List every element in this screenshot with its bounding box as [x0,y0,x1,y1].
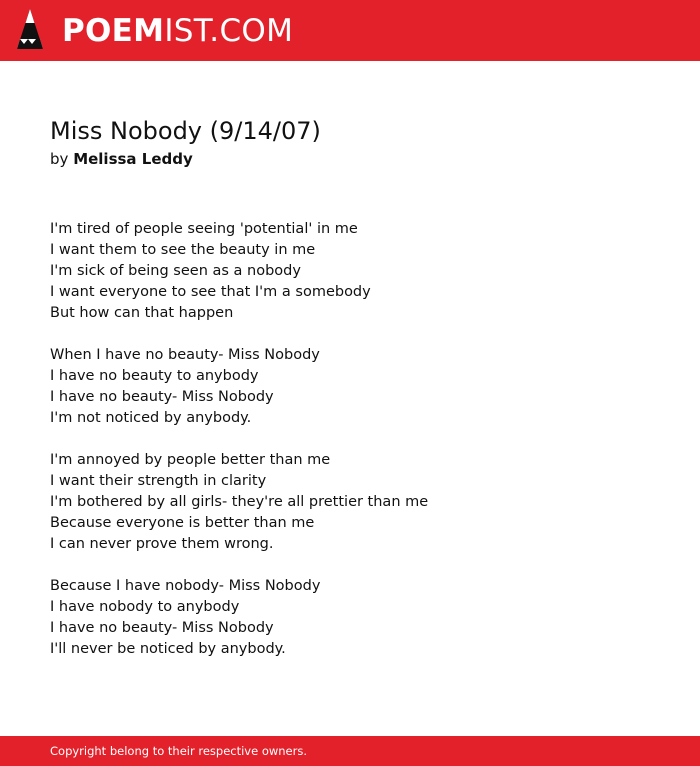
poem-line: I'm sick of being seen as a nobody [50,263,301,279]
stanza [50,345,650,429]
poem-line: I'm tired of people seeing 'potential' in me [50,221,358,237]
poem-line: I'm annoyed by people better than me [50,452,331,468]
site-footer [0,736,700,766]
poem-line: I have no beauty- Miss Nobody [50,389,274,405]
poem-line: I can never prove them wrong. [50,536,274,552]
poem-line: I have nobody to anybody [50,599,240,615]
stanza [50,450,650,555]
poem-line: When I have no beauty- Miss Nobody [50,347,320,363]
poem-line: I'll never be noticed by anybody. [50,641,286,657]
logo-light-text: IST.COM [164,13,294,49]
by-label: by [50,150,69,168]
poem-line: Because everyone is better than me [50,515,315,531]
site-header [0,0,700,61]
site-logo[interactable] [62,11,293,51]
pencil-icon[interactable] [16,9,44,51]
byline [50,149,193,169]
poem-line: I want their strength in clarity [50,473,267,489]
logo-bold-text: POEM [62,13,165,49]
poem-title: Miss Nobody (9/14/07) [50,117,321,145]
poem-line: Because I have nobody- Miss Nobody [50,578,321,594]
poem-line: But how can that happen [50,305,234,321]
author-name: Melissa Leddy [73,150,193,168]
poem-line: I'm not noticed by anybody. [50,410,252,426]
poem-line: I'm bothered by all girls- they're all prettier than me [50,494,429,510]
poem-line: I want them to see the beauty in me [50,242,316,258]
copyright-text: Copyright belong to their respective owners. [50,744,308,758]
poem-line: I have no beauty to anybody [50,368,259,384]
poem-body [50,219,650,681]
stanza [50,219,650,324]
stanza [50,576,650,660]
poem-line: I have no beauty- Miss Nobody [50,620,274,636]
poem-line: I want everyone to see that I'm a somebody [50,284,371,300]
